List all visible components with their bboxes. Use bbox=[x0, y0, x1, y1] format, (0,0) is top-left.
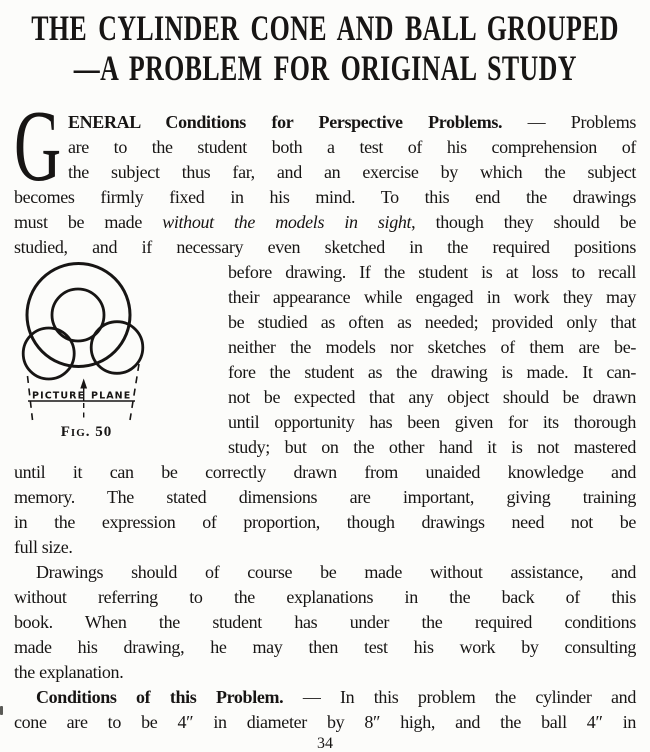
text-segment: — Problems bbox=[502, 112, 636, 132]
projection-line-right bbox=[130, 364, 139, 420]
text-line: be studied as often as needed; provided only that bbox=[228, 312, 636, 332]
text-line: fore the student as the drawing is made. It can- bbox=[228, 362, 636, 382]
page-number bbox=[14, 735, 636, 752]
text-line: in the expression of proportion, though drawings need not be bbox=[14, 512, 636, 532]
paragraph-general-text bbox=[14, 90, 636, 260]
text-line: becomes firmly fixed in his mind. To this end the drawings bbox=[14, 187, 636, 207]
fig50-drawing bbox=[14, 260, 159, 422]
text-line bbox=[14, 110, 636, 135]
paragraph-continued-around-figure bbox=[14, 260, 636, 560]
text-line: until it can be correctly drawn from unaided knowledge and bbox=[14, 462, 636, 482]
page-number-value: 34 bbox=[317, 735, 333, 752]
text-line: Drawings should of course be made without assistance, and bbox=[36, 562, 636, 582]
text-line: study; but on the other hand it is not mastered bbox=[228, 437, 636, 457]
text-line: cone are to be 4″ in diameter by 8″ high, and the ball 4″ in bbox=[14, 712, 636, 732]
text-segment: — In this problem the cylinder and bbox=[283, 687, 636, 707]
chapter-title bbox=[14, 8, 636, 88]
text-line bbox=[14, 685, 636, 710]
scan-artifact-mark bbox=[0, 706, 3, 715]
text-line bbox=[14, 210, 636, 235]
text-line: until opportunity has been given for its thorough bbox=[228, 412, 636, 432]
figure-fig50 bbox=[14, 260, 210, 456]
text-line: are to the student both a test of his comprehension of bbox=[68, 137, 636, 157]
dropcap-letter: G bbox=[14, 90, 62, 203]
text-line: the subject thus far, and an exercise by which the subject bbox=[68, 162, 636, 182]
text-line: their appearance while engaged in work they may bbox=[228, 287, 636, 307]
picture-plane-label-right: PLANE bbox=[91, 390, 132, 402]
circle-left bbox=[23, 328, 74, 379]
text-segment: Conditions of this Problem. bbox=[36, 687, 284, 707]
text-line: made his drawing, he may then test his work by consulting bbox=[14, 637, 636, 657]
paragraph-drawings-text bbox=[14, 560, 636, 685]
text-line: book. When the student has under the required conditions bbox=[14, 612, 636, 632]
text-segment: ENERAL Conditions for Perspective Problems. bbox=[68, 112, 503, 132]
text-segment: must be made bbox=[14, 212, 163, 232]
text-line: not be expected that any object should be drawn bbox=[228, 387, 636, 407]
paragraph-general-conditions bbox=[14, 90, 636, 260]
chapter-title-line-1: THE CYLINDER CONE AND BALL GROUPED bbox=[31, 8, 619, 48]
text-line: full size. bbox=[14, 537, 73, 557]
paragraph-conditions-of-problem bbox=[14, 685, 636, 735]
paragraph-conditions-text bbox=[14, 685, 636, 735]
text-segment: , though they should be bbox=[411, 212, 636, 232]
text-line: before drawing. If the student is at loss to recall bbox=[228, 262, 636, 282]
text-line: studied, and if necessary even sketched in the required positions bbox=[14, 237, 636, 257]
circle-large-ball bbox=[27, 264, 130, 367]
chapter-title-line-2: —A PROBLEM FOR ORIGINAL STUDY bbox=[73, 48, 577, 88]
paragraph-drawings bbox=[14, 560, 636, 685]
text-line: neither the models nor sketches of them are be- bbox=[228, 337, 636, 357]
picture-plane-label-left: PICTURE bbox=[32, 390, 86, 402]
text-line: memory. The stated dimensions are important, giving training bbox=[14, 487, 636, 507]
text-segment: without the models in sight bbox=[162, 212, 412, 232]
text-line: the explanation. bbox=[14, 662, 124, 682]
figure-caption: Fig. 50 bbox=[60, 424, 113, 440]
text-line: without referring to the explanations in the back of this bbox=[14, 587, 636, 607]
